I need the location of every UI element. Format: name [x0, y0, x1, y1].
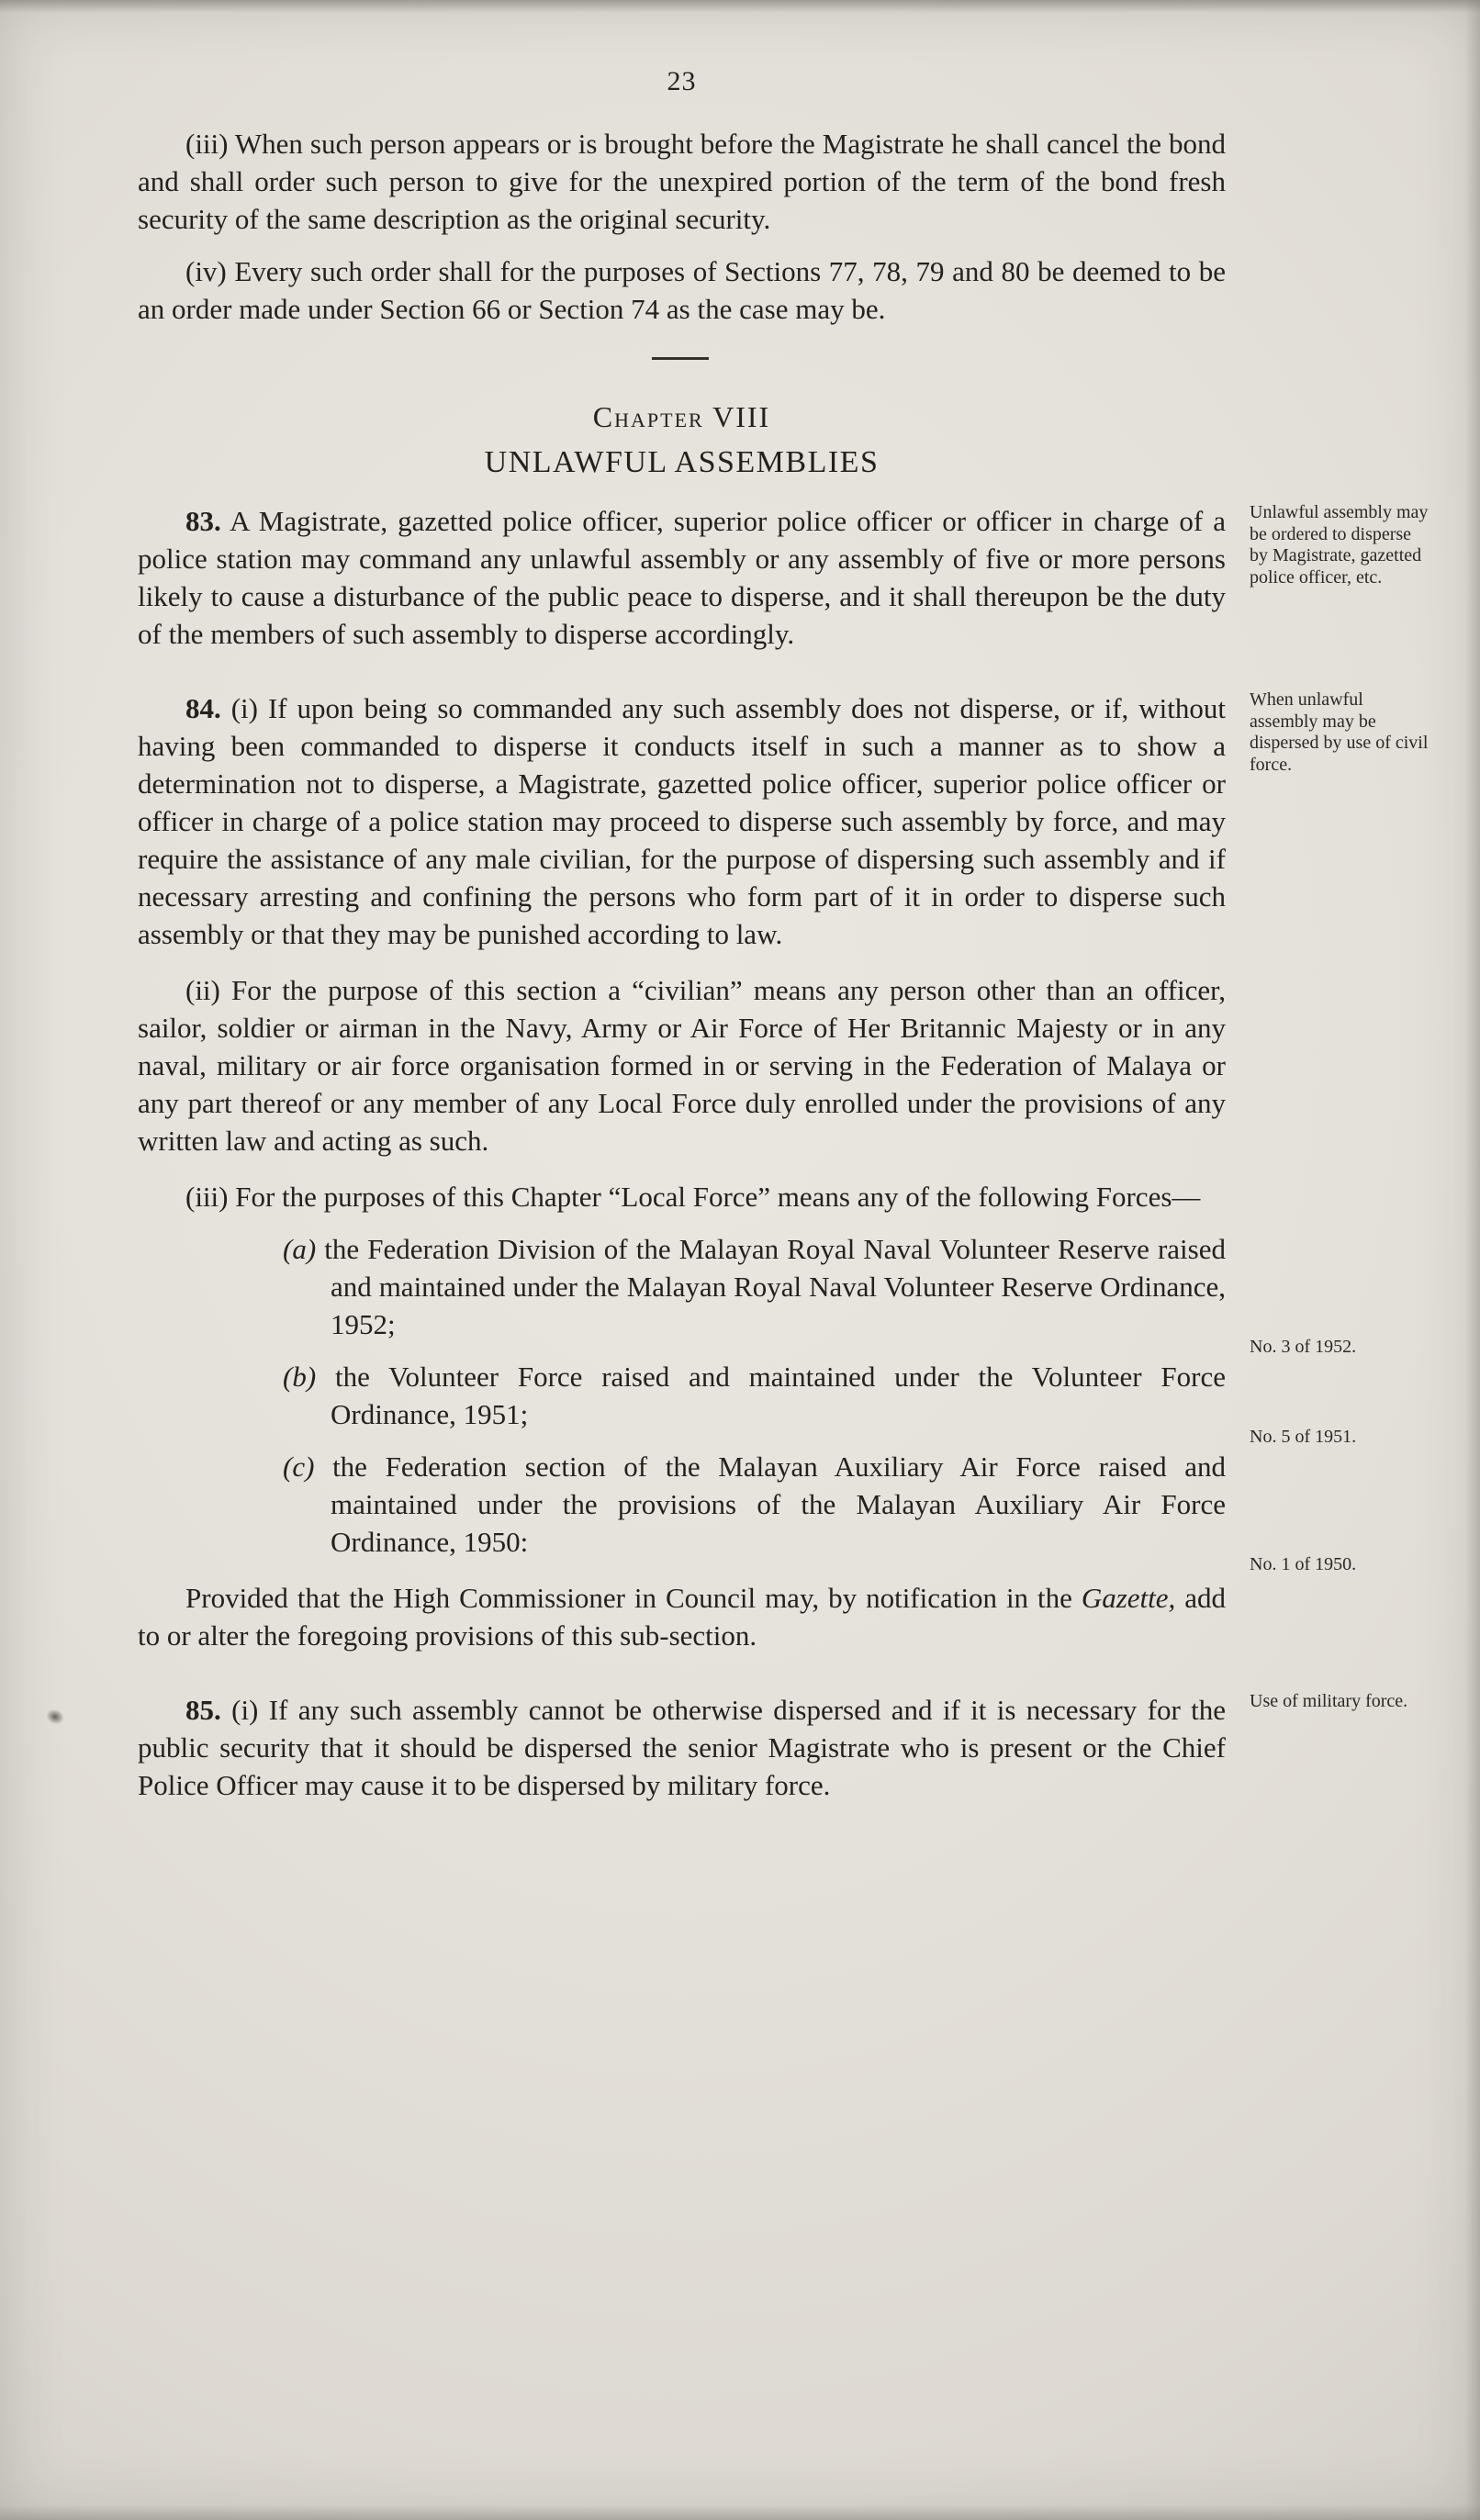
section-85-number: 85.: [185, 1694, 221, 1726]
section-84-i-body: (i) If upon being so commanded any such assembly does not disperse, or if, without having been commanded to disperse it conducts itself in such a manner as to show a determination not to disperse, a Magistrate, gazetted police officer, superior police officer or officer in charge of a police station may proceed to disperse such assembly by force, and may require the assistance of any male civilian, for the purpose of dispersing such assembly and if necessary arresting and confining the persons who form part of it in order to disperse such assembly or that they may be punished according to law.: [138, 692, 1226, 950]
proviso-post: add to or alter the foregoing provisions of this sub-section.: [138, 1582, 1227, 1652]
margin-note-84: When unlawful assembly may be dispersed by use of civil force.: [1250, 689, 1429, 775]
paragraph-iv: (iv) Every such order shall for the purposes of Sections 77, 78, 79 and 80 be deemed to be an order made under Section 66 or Section 74 as the case may be.: [138, 255, 1226, 325]
margin-note-ordinance-1952: No. 3 of 1952.: [1250, 1336, 1357, 1357]
list-item-c-body: the Federation section of the Malayan Auxiliary Air Force raised and maintained under the provisions of the Malayan Auxiliary Air Force Ordinance, 1950:: [331, 1450, 1227, 1558]
list-item-a-label: (a): [283, 1233, 317, 1265]
scan-edge-bottom: [0, 2505, 1480, 2520]
section-84-ii: [138, 971, 1480, 1174]
section-84-iii-paragraph: (iii) For the purposes of this Chapter “Local Force” means any of the following Forces—: [185, 1181, 1201, 1213]
section-85: [138, 1691, 1480, 1819]
list-item-c-paragraph: [138, 1448, 1226, 1561]
list-item-c-label: (c): [283, 1450, 315, 1483]
page-number: 23: [667, 66, 697, 96]
list-item-b-label: (b): [283, 1361, 317, 1393]
section-83-paragraph: [138, 502, 1226, 653]
section-84-i-paragraph: [138, 689, 1226, 953]
list-item-a-paragraph: [138, 1230, 1226, 1343]
section-divider-rule: [652, 357, 709, 360]
proviso-pre: Provided that the High Commissioner in Council may, by notification in the: [185, 1582, 1082, 1614]
list-item-b: [138, 1358, 1480, 1448]
section-84-ii-paragraph: (ii) For the purpose of this section a “civilian” means any person other than an officer, sailor, soldier or airman in the Navy, Army or Air Force of Her Britannic Majesty or in any naval, military or air force organisation formed in or serving in the Federation of Malaya or any part thereof or any member of any Local Force duly enrolled under the provisions of any written law and acting as such.: [138, 974, 1226, 1157]
list-item-a-body: the Federation Division of the Malayan Royal Naval Volunteer Reserve raised and maintained under the Malayan Royal Naval Volunteer Reserve Ordinance, 1952;: [324, 1233, 1226, 1340]
margin-note-ordinance-1951: No. 5 of 1951.: [1250, 1426, 1357, 1447]
chapter-heading: Chapter VIII: [592, 400, 771, 433]
list-item-b-body: the Volunteer Force raised and maintained under the Volunteer Force Ordinance, 1951;: [331, 1361, 1227, 1430]
list-item-c: [138, 1448, 1480, 1575]
section-83: [138, 502, 1480, 667]
margin-note-85: Use of military force.: [1250, 1691, 1408, 1711]
section-83-number: 83.: [185, 505, 221, 537]
section-84-i: [138, 689, 1480, 968]
section-85-body: (i) If any such assembly cannot be otherwise dispersed and if it is necessary for the public security that it should be dispersed the senior Magistrate who is present or the Chief Police Officer may cause it to be dispersed by military force.: [138, 1694, 1227, 1801]
proviso-paragraph: [138, 1579, 1226, 1654]
section-85-paragraph: [138, 1691, 1226, 1804]
section-83-body: A Magistrate, gazetted police officer, superior police officer or officer in charge of a police station may command any unlawful assembly or any assembly of five or more persons likely to cause a disturbance of the public peace to disperse, and it shall thereupon be the duty of the members of such assembly to disperse accordingly.: [138, 505, 1226, 650]
list-item-a: [138, 1230, 1480, 1358]
section-84-iii: [138, 1178, 1480, 1230]
intro-paragraphs: [138, 125, 1480, 328]
section-84-number: 84.: [185, 692, 221, 724]
chapter-title: UNLAWFUL ASSEMBLIES: [484, 445, 880, 479]
margin-note-83: Unlawful assembly may be ordered to disperse by Magistrate, gazetted police officer, etc.: [1250, 502, 1429, 588]
proviso-gazette: Gazette,: [1081, 1582, 1176, 1614]
paragraph-iii: (iii) When such person appears or is brought before the Magistrate he shall cancel the bond and shall order such person to give for the unexpired portion of the term of the bond fresh security of the same description as the original security.: [138, 128, 1226, 235]
margin-note-ordinance-1950: No. 1 of 1950.: [1250, 1553, 1357, 1574]
proviso: [138, 1579, 1480, 1669]
list-item-b-paragraph: [138, 1358, 1226, 1433]
